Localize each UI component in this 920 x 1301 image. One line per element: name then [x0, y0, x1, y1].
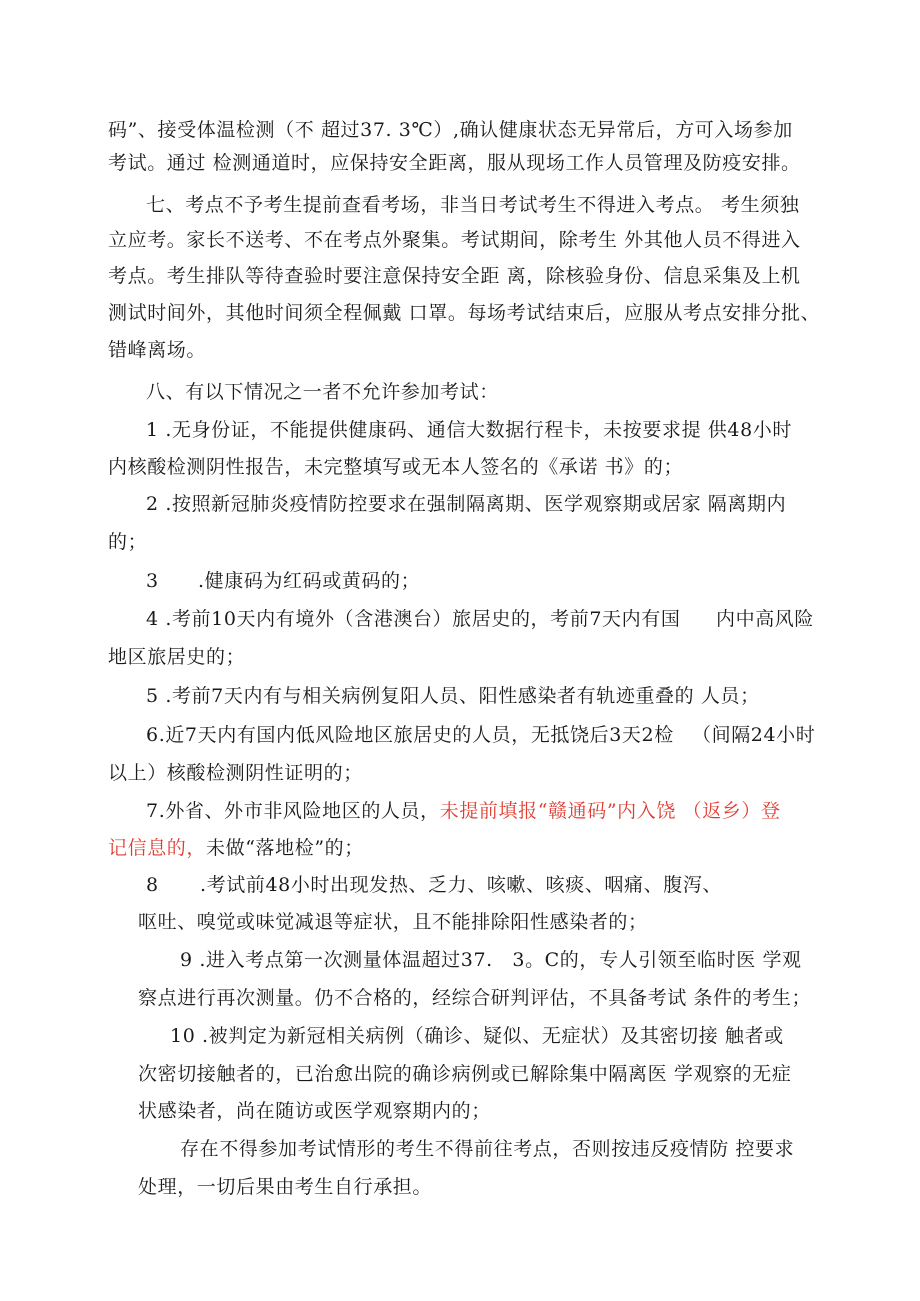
item-4-line-1b: 内中高风险 — [716, 608, 815, 630]
item-8-number: 8 — [146, 874, 159, 896]
item-10-line-2: 次密切接触者的，已治愈出院的确诊病例或已解除集中隔离医 学观察的无症 — [138, 1063, 792, 1085]
item-8-line-1: .考试前48小时出现发热、乏力、咳嗽、咳痰、咽痛、腹泻、 — [200, 874, 723, 896]
item-1-line-1: 1 .无身份证，不能提供健康码、通信大数据行程卡，未按要求提 供48小时 — [146, 419, 792, 441]
intro-line-1: 码”、接受体温检测（不 超过37. 3℃）,确认健康状态无异常后，方可入场参加 — [108, 119, 793, 141]
item-3-number: 3 — [146, 570, 159, 592]
final-paragraph-line-1: 存在不得参加考试情形的考生不得前往考点，否则按违反疫情防 控要求 — [180, 1138, 795, 1160]
item-6-line-1a: 6.近7天内有国内低风险地区旅居史的人员，无抵饶后3天2检 — [146, 724, 674, 746]
item-8-line-2: 呕吐、嗅觉或味觉减退等症状，且不能排除阳性感染者的； — [138, 911, 648, 933]
item-2-line-1: 2 .按照新冠肺炎疫情防控要求在强制隔离期、医学观察期或居家 隔离期内 — [146, 493, 787, 515]
item-7-line-1 — [146, 799, 781, 823]
final-paragraph-line-2: 处理，一切后果由考生自行承担。 — [138, 1176, 433, 1198]
item-6-line-1b: （间隔24小时 — [692, 724, 816, 746]
item-5-line-1: 5 .考前7天内有与相关病例复阳人员、阳性感染者有轨迹重叠的 人员； — [146, 685, 760, 707]
item-7-line-1-highlight: 未提前填报“赣通码”内入饶 （返乡）登 — [439, 800, 781, 822]
section-eight-heading: 八、有以下情况之一者不允许参加考试： — [146, 381, 499, 403]
item-7-line-2-highlight: 记信息的， — [108, 837, 207, 859]
section-seven-line-5: 错峰离场。 — [108, 339, 207, 361]
item-10-line-3: 状感染者，尚在随访或医学观察期内的； — [138, 1100, 491, 1122]
item-4-line-1a: 4 .考前10天内有境外（含港澳台）旅居史的，考前7天内有国 — [146, 608, 681, 630]
item-3-text: .健康码为红码或黄码的； — [198, 570, 421, 592]
item-4-line-2: 地区旅居史的； — [108, 646, 246, 668]
intro-line-2: 考试。通过 检测通道时，应保持安全距离，服从现场工作人员管理及防疫安排。 — [108, 152, 801, 174]
item-6-line-2: 以上）核酸检测阴性证明的； — [108, 762, 363, 784]
item-10-line-1: 10 .被判定为新冠相关病例（确诊、疑似、无症状）及其密切接 触者或 — [170, 1025, 784, 1047]
item-7-line-2 — [108, 836, 364, 860]
item-7-line-2-plain: 未做“落地检”的； — [206, 837, 364, 859]
section-seven-line-2: 立应考。家长不送考、不在考点外聚集。考试期间，除考生 外其他人员不得进入 — [108, 229, 801, 251]
item-9-line-1: 9 .进入考点第一次测量体温超过37. 3。C的，专人引领至临时医 学观 — [180, 949, 802, 971]
item-2-line-2: 的； — [108, 531, 148, 553]
section-seven-line-3: 考点。考生排队等待查验时要注意保持安全距 离，除核验身份、信息采集及上机 — [108, 265, 801, 287]
section-seven-line-1: 七、考点不予考生提前查看考场，非当日考试考生不得进入考点。 考生须独 — [146, 194, 800, 216]
section-seven-line-4: 测试时间外，其他时间须全程佩戴 口罩。每场考试结束后，应服从考点安排分批、 — [108, 302, 821, 324]
item-1-line-2: 内核酸检测阴性报告，未完整填写或无本人签名的《承诺 书》的； — [108, 456, 684, 478]
item-9-line-2: 察点进行再次测量。仍不合格的，经综合研判评估，不具备考试 条件的考生； — [138, 987, 812, 1009]
item-7-line-1-plain: 7.外省、外市非风险地区的人员， — [146, 800, 440, 822]
